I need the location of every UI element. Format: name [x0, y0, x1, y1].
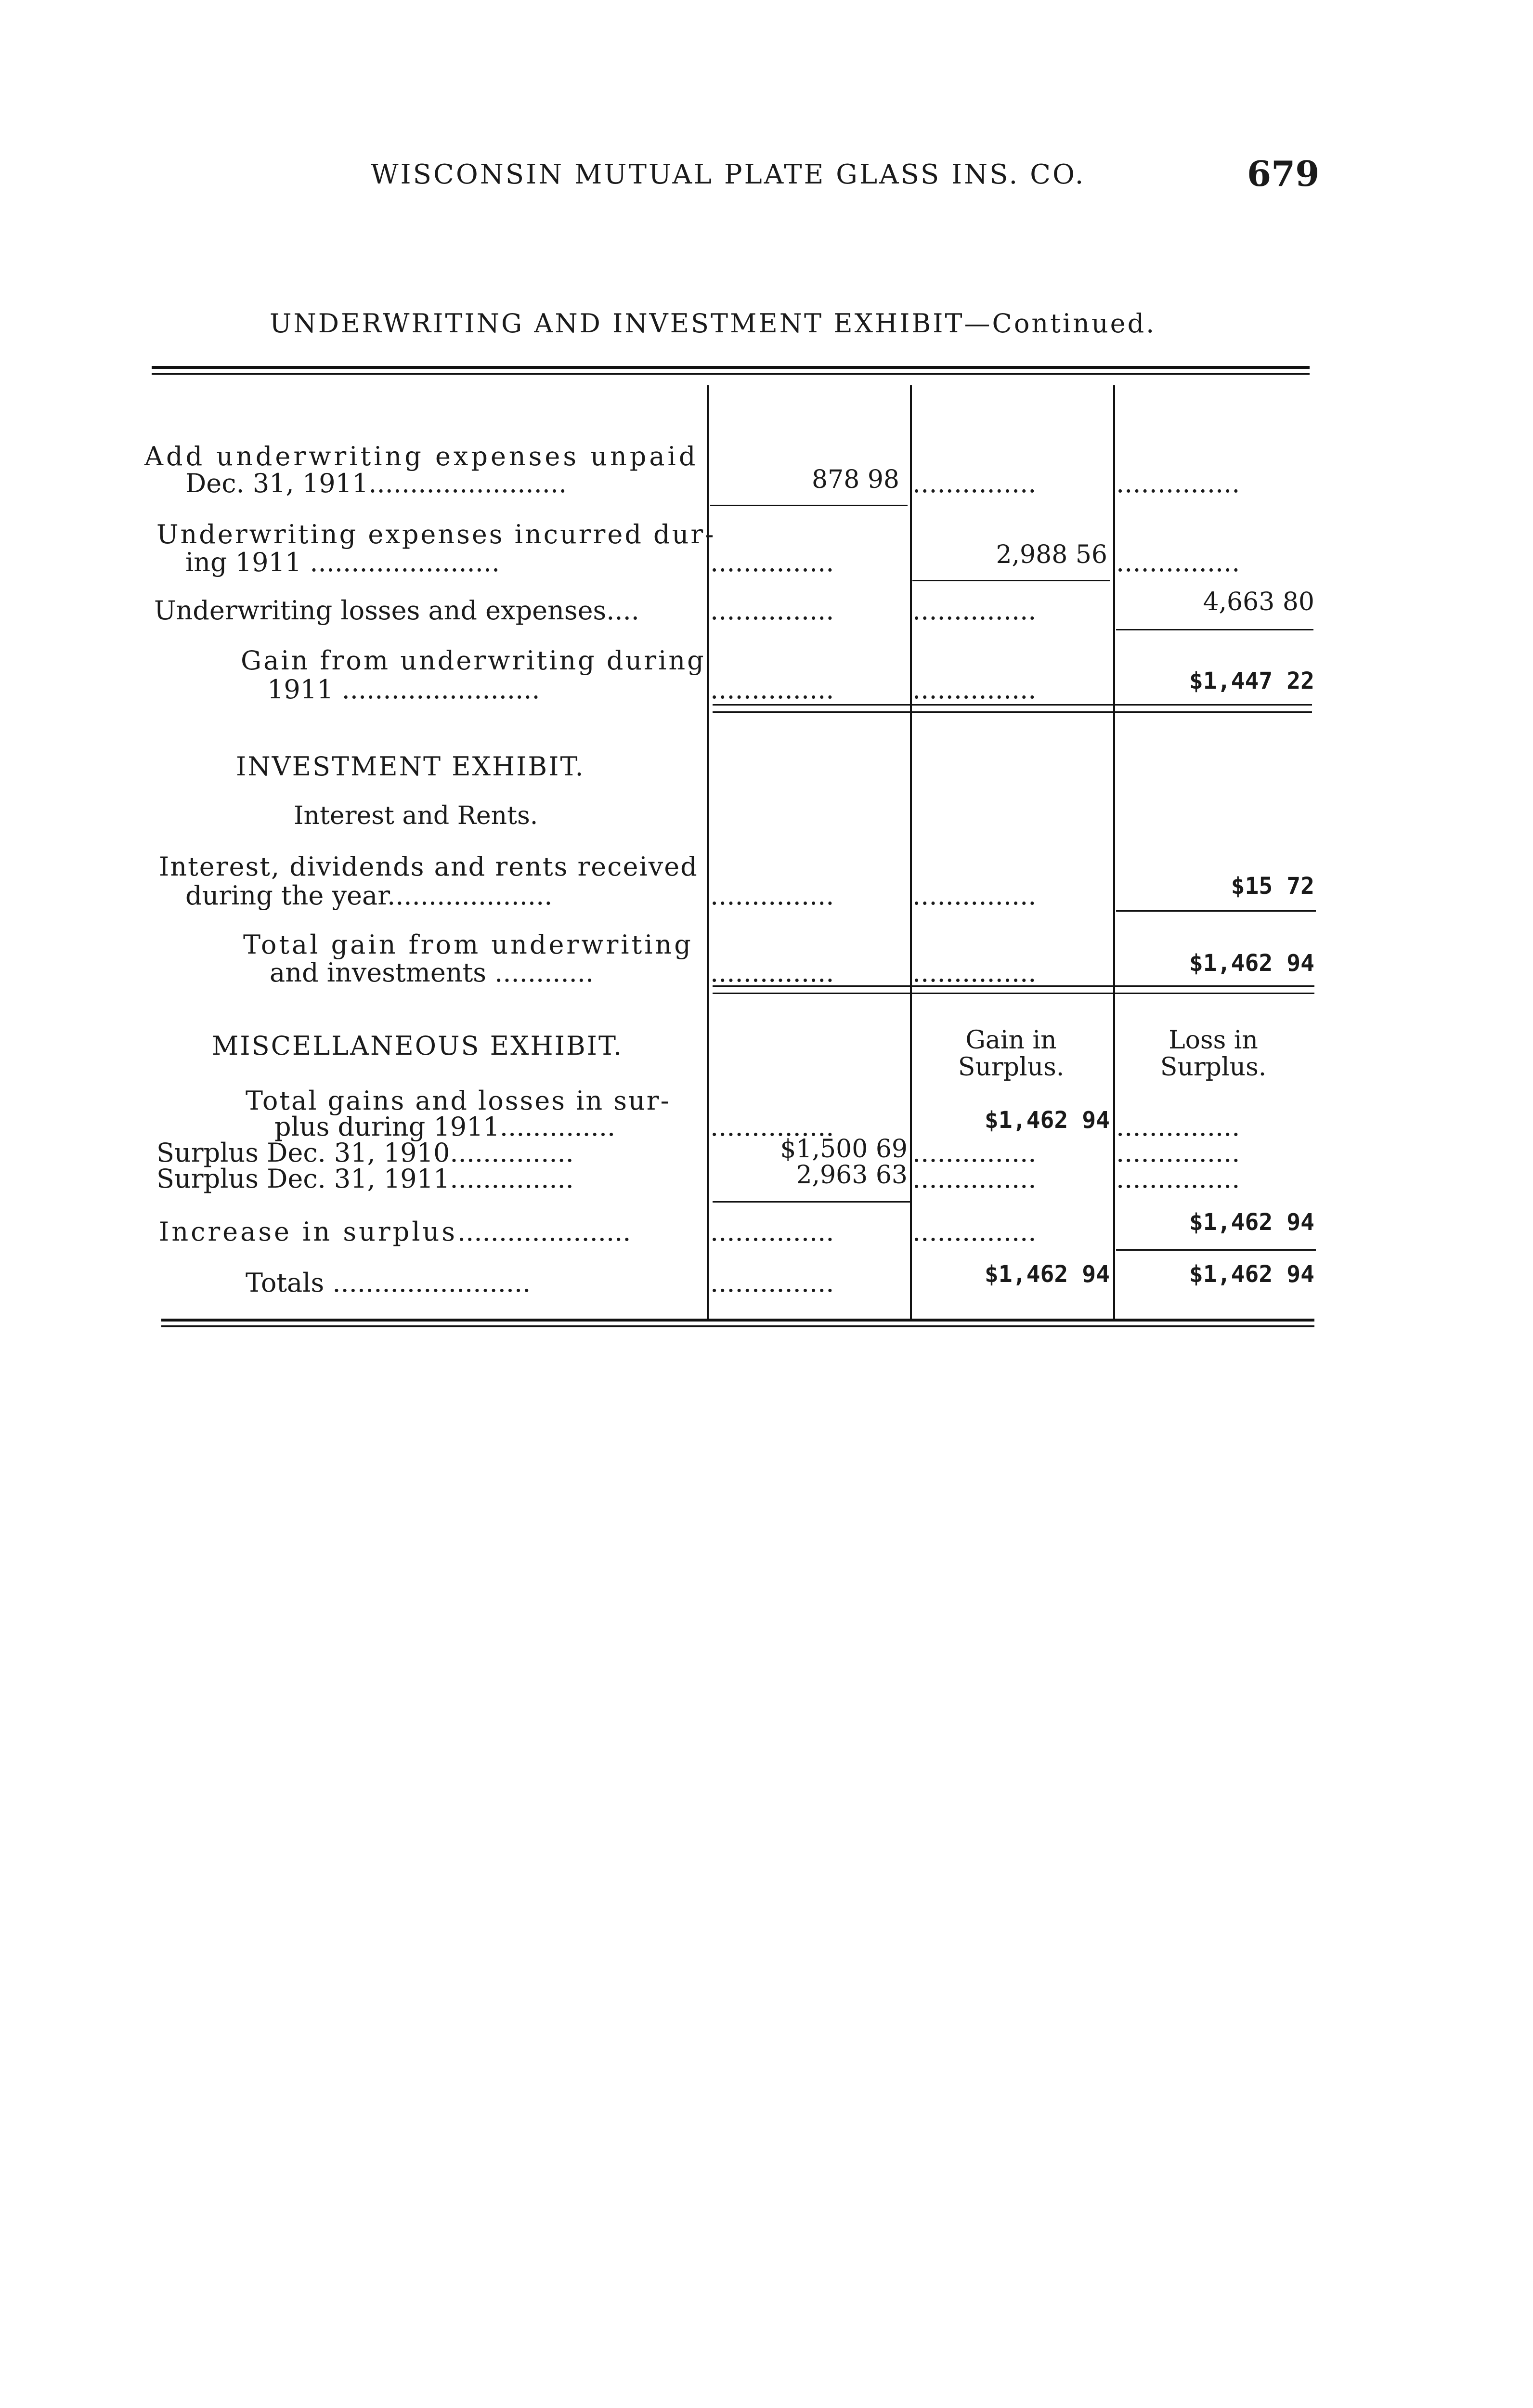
top-double-rule: [152, 366, 1310, 375]
losses-dots-col1: ...............: [710, 595, 834, 626]
totals-label-text: Totals: [246, 1268, 325, 1298]
total-gains-dots-col1: ...............: [710, 1112, 834, 1142]
column-separator-2: [910, 385, 912, 1320]
gain-label-2: 1911 ........................: [267, 674, 540, 705]
increase-dots-col1: ...............: [710, 1217, 834, 1247]
surplus-1910-label-text: Surplus Dec. 31, 1910: [156, 1138, 450, 1168]
interest-label-1: Interest, dividends and rents received: [159, 851, 698, 882]
total-gain-label-2-text: and investments: [270, 957, 486, 988]
gain-header-line-1: Gain in: [965, 1026, 1057, 1055]
loss-header-line-2: Surplus.: [1160, 1053, 1267, 1082]
miscellaneous-exhibit-title: MISCELLANEOUS EXHIBIT.: [212, 1031, 624, 1061]
totals-col2: $1,462 94: [984, 1261, 1110, 1288]
total-gains-col2: $1,462 94: [984, 1107, 1110, 1134]
add-unpaid-col1: 878 98: [812, 465, 899, 494]
total-gains-label-2-text: plus during 1911: [274, 1112, 500, 1142]
total-gain-double-underline: [713, 985, 1314, 994]
page-number: 679: [1247, 153, 1320, 194]
surplus-1910-dots-col2: ...............: [912, 1138, 1037, 1168]
interest-label-2: during the year....................: [185, 880, 553, 911]
increase-label: Increase in surplus.....................: [159, 1217, 631, 1247]
interest-dots-col2: ...............: [912, 880, 1037, 911]
surplus-1910-col1: $1,500 69: [780, 1135, 908, 1164]
surplus-1911-dots-col2: ...............: [912, 1164, 1037, 1194]
losses-expenses-label-text: Underwriting losses and expenses: [154, 595, 607, 626]
total-gain-col3: $1,462 94: [1189, 950, 1314, 977]
totals-label: Totals ........................: [246, 1268, 531, 1298]
investment-exhibit-title: INVESTMENT EXHIBIT.: [236, 751, 585, 782]
bottom-double-rule: [161, 1319, 1314, 1327]
gain-header-line-2: Surplus.: [958, 1053, 1065, 1082]
losses-expenses-col3: 4,663 80: [1203, 588, 1314, 616]
losses-dots-col2: ...............: [912, 595, 1037, 626]
interest-col3: $15 72: [1231, 873, 1314, 900]
add-unpaid-label-1: Add underwriting expenses unpaid: [144, 441, 699, 471]
loss-in-surplus-header: [1127, 1027, 1300, 1081]
incurred-label-2-text: ing 1911: [185, 547, 302, 577]
increase-col3: $1,462 94: [1189, 1209, 1314, 1236]
exhibit-title: UNDERWRITING AND INVESTMENT EXHIBIT—Continued.: [270, 308, 1156, 339]
surplus-1911-label: Surplus Dec. 31, 1911...............: [156, 1164, 574, 1194]
incurred-dots-col1: ...............: [710, 547, 834, 577]
increase-underline: [1116, 1249, 1316, 1251]
interest-dots-col1: ...............: [710, 880, 834, 911]
gain-col3: $1,447 22: [1189, 667, 1314, 694]
interest-label-2-text: during the year: [185, 880, 388, 911]
surplus-underline: [713, 1201, 910, 1203]
total-gain-dots-col2: ...............: [912, 957, 1037, 988]
losses-underline: [1116, 629, 1313, 630]
total-gains-label-1: Total gains and losses in sur-: [246, 1086, 671, 1116]
incurred-underline: [912, 580, 1110, 581]
total-gains-dots-col3: ...............: [1116, 1112, 1240, 1142]
gain-dots-col2: ...............: [912, 674, 1037, 705]
loss-header-line-1: Loss in: [1169, 1026, 1258, 1055]
surplus-1910-dots-col3: ...............: [1116, 1138, 1240, 1168]
incurred-col2: 2,988 56: [996, 540, 1107, 569]
total-gain-dots-col1: ...............: [710, 957, 834, 988]
gain-label-2-text: 1911: [267, 674, 334, 705]
incurred-label-2: ing 1911 .......................: [185, 547, 500, 577]
surplus-1911-label-text: Surplus Dec. 31, 1911: [156, 1164, 450, 1194]
add-unpaid-dots-col2: ...............: [912, 468, 1037, 498]
gain-in-surplus-header: [924, 1027, 1098, 1081]
page-header: WISCONSIN MUTUAL PLATE GLASS INS. CO.: [371, 159, 1086, 190]
gain-double-underline: [713, 704, 1312, 713]
surplus-1911-col1: 2,963 63: [796, 1161, 908, 1190]
add-unpaid-label-2-text: Dec. 31, 1911: [185, 468, 369, 498]
total-gain-label-2: and investments ............: [270, 957, 594, 988]
surplus-1910-label: Surplus Dec. 31, 1910...............: [156, 1138, 574, 1168]
increase-label-text: Increase in surplus: [159, 1217, 457, 1247]
totals-dots-col1: ...............: [710, 1268, 834, 1298]
incurred-dots-col3: ...............: [1116, 547, 1240, 577]
interest-rents-subtitle: Interest and Rents.: [294, 801, 538, 830]
total-gain-label-1: Total gain from underwriting: [243, 929, 693, 960]
column-separator-3: [1113, 385, 1115, 1320]
gain-dots-col1: ...............: [710, 674, 834, 705]
totals-col3: $1,462 94: [1189, 1261, 1314, 1288]
losses-expenses-label: Underwriting losses and expenses....: [154, 595, 639, 626]
gain-label-1: Gain from underwriting during: [241, 645, 706, 676]
incurred-label-1: Underwriting expenses incurred dur-: [156, 519, 716, 550]
add-unpaid-underline: [710, 505, 908, 506]
increase-dots-col2: ...............: [912, 1217, 1037, 1247]
total-gains-label-2: plus during 1911..............: [274, 1112, 616, 1142]
add-unpaid-label-2: Dec. 31, 1911........................: [185, 468, 567, 498]
surplus-1911-dots-col3: ...............: [1116, 1164, 1240, 1194]
interest-underline: [1116, 910, 1316, 912]
add-unpaid-dots-col3: ...............: [1116, 468, 1240, 498]
